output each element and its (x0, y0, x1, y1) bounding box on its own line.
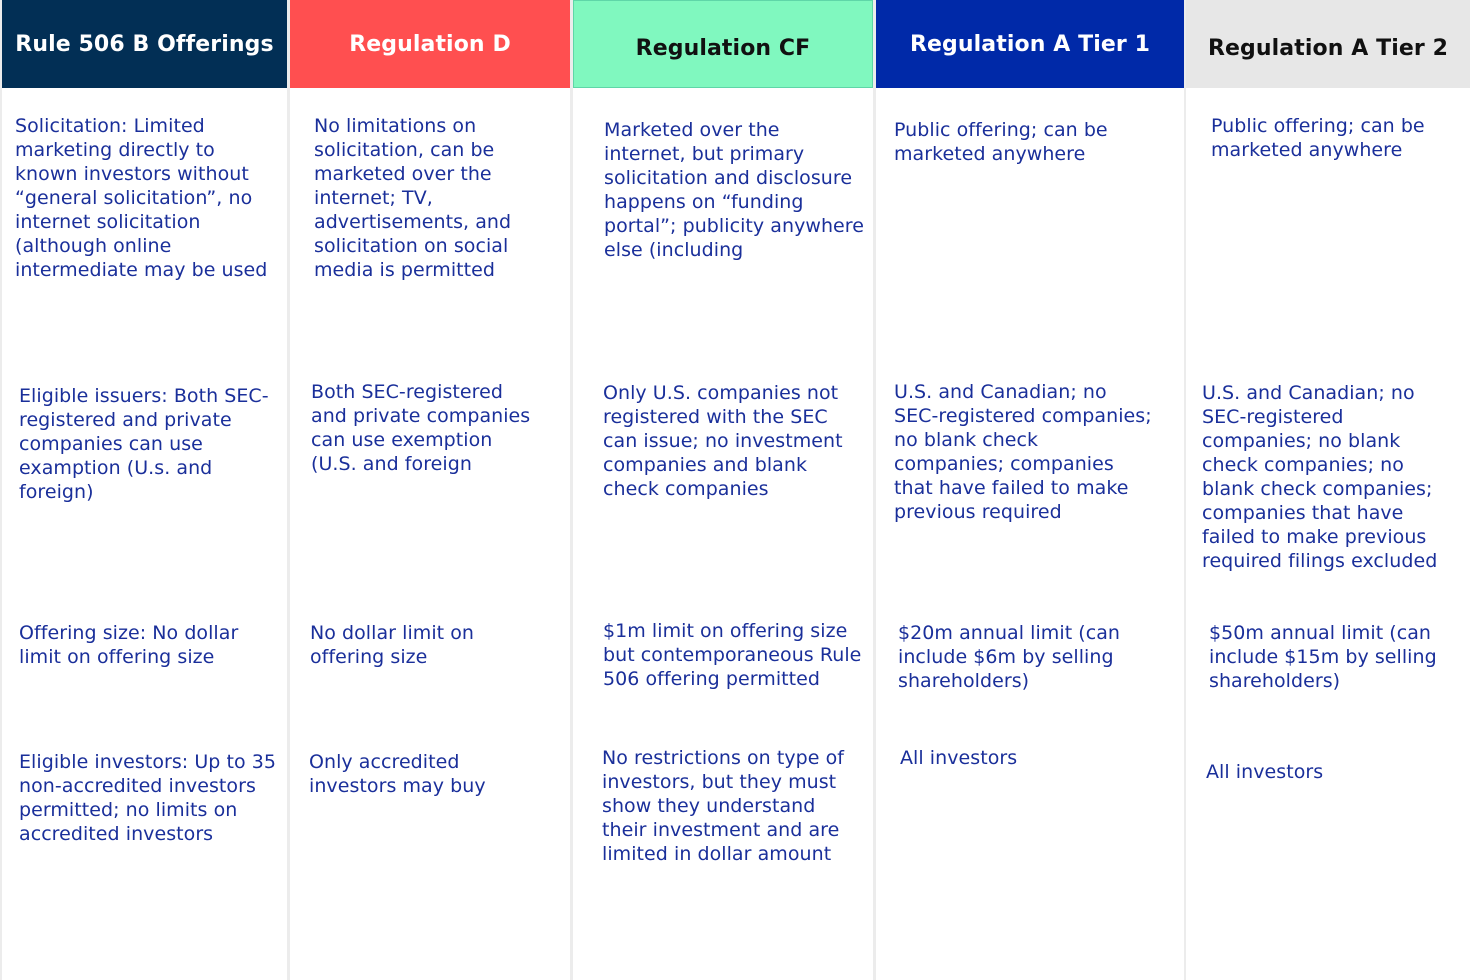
cell-regulation-a-tier-2-offering-size: $50m annual limit (can include $15m by selling shareholders) (1209, 622, 1437, 692)
cell-regulation-a-tier-2-eligible-issuers: U.S. and Canadian; no SEC-registered companies; no blank check companies; no blank check companies; companies that have failed to make previous required filings excluded (1202, 382, 1438, 572)
cell-regulation-d-offering-size: No dollar limit on offering size (310, 622, 475, 668)
cell-regulation-cf-solicitation: Marketed over the internet, but primary solicitation and disclosure happens on “funding portal”; publicity anywhere else (including (604, 119, 864, 261)
cell-regulation-d-solicitation: No limitations on solicitation, can be marketed over the internet; TV, advertisements, and solicitation on social media is permitted (314, 115, 512, 281)
cell-regulation-cf-offering-size: $1m limit on offering size but contemporaneous Rule 506 offering permitted (603, 620, 862, 690)
header-regulation-d: Regulation D (290, 0, 570, 88)
cell-regulation-a-tier-1-eligible-investors: All investors (900, 747, 1018, 769)
cell-regulation-a-tier-2-eligible-investors: All investors (1206, 761, 1324, 783)
column-regulation-a-tier-2 (1186, 0, 1470, 980)
column-rule-506b (2, 0, 287, 980)
cell-regulation-a-tier-1-solicitation: Public offering; can be marketed anywhere (894, 119, 1108, 165)
header-regulation-a-tier-1: Regulation A Tier 1 (876, 0, 1184, 88)
cell-regulation-a-tier-2-solicitation: Public offering; can be marketed anywhere (1211, 115, 1425, 161)
cell-regulation-a-tier-1-offering-size: $20m annual limit (can include $6m by selling shareholders) (898, 622, 1121, 692)
cell-rule-506b-offering-size: Offering size: No dollar limit on offering size (19, 622, 239, 668)
cell-regulation-cf-eligible-investors: No restrictions on type of investors, but they must show they understand their investment and are limited in dollar amount (602, 747, 844, 865)
cell-regulation-d-eligible-investors: Only accredited investors may buy (309, 751, 486, 797)
column-regulation-cf (573, 0, 873, 980)
header-rule-506b: Rule 506 B Offerings (2, 0, 287, 88)
cell-rule-506b-eligible-investors: Eligible investors: Up to 35 non-accredited investors permitted; no limits on accredited investors (19, 751, 277, 845)
header-regulation-cf: Regulation CF (573, 0, 873, 88)
cell-regulation-cf-eligible-issuers: Only U.S. companies not registered with the SEC can issue; no investment companies and blank check companies (603, 382, 843, 500)
header-regulation-a-tier-2: Regulation A Tier 2 (1186, 0, 1470, 88)
column-regulation-d (290, 0, 570, 980)
column-regulation-a-tier-1 (876, 0, 1184, 980)
cell-regulation-a-tier-1-eligible-issuers: U.S. and Canadian; no SEC-registered companies; no blank check companies; companies that have failed to make previous required (894, 381, 1152, 523)
cell-rule-506b-eligible-issuers: Eligible issuers: Both SEC-registered and private companies can use examption (U.s. and foreign) (19, 385, 269, 503)
cell-rule-506b-solicitation: Solicitation: Limited marketing directly to known investors without “general solicitation”, no internet solicitation (although online intermediate may be used (15, 115, 268, 281)
cell-regulation-d-eligible-issuers: Both SEC-registered and private companies can use exemption (U.S. and foreign (311, 381, 531, 475)
